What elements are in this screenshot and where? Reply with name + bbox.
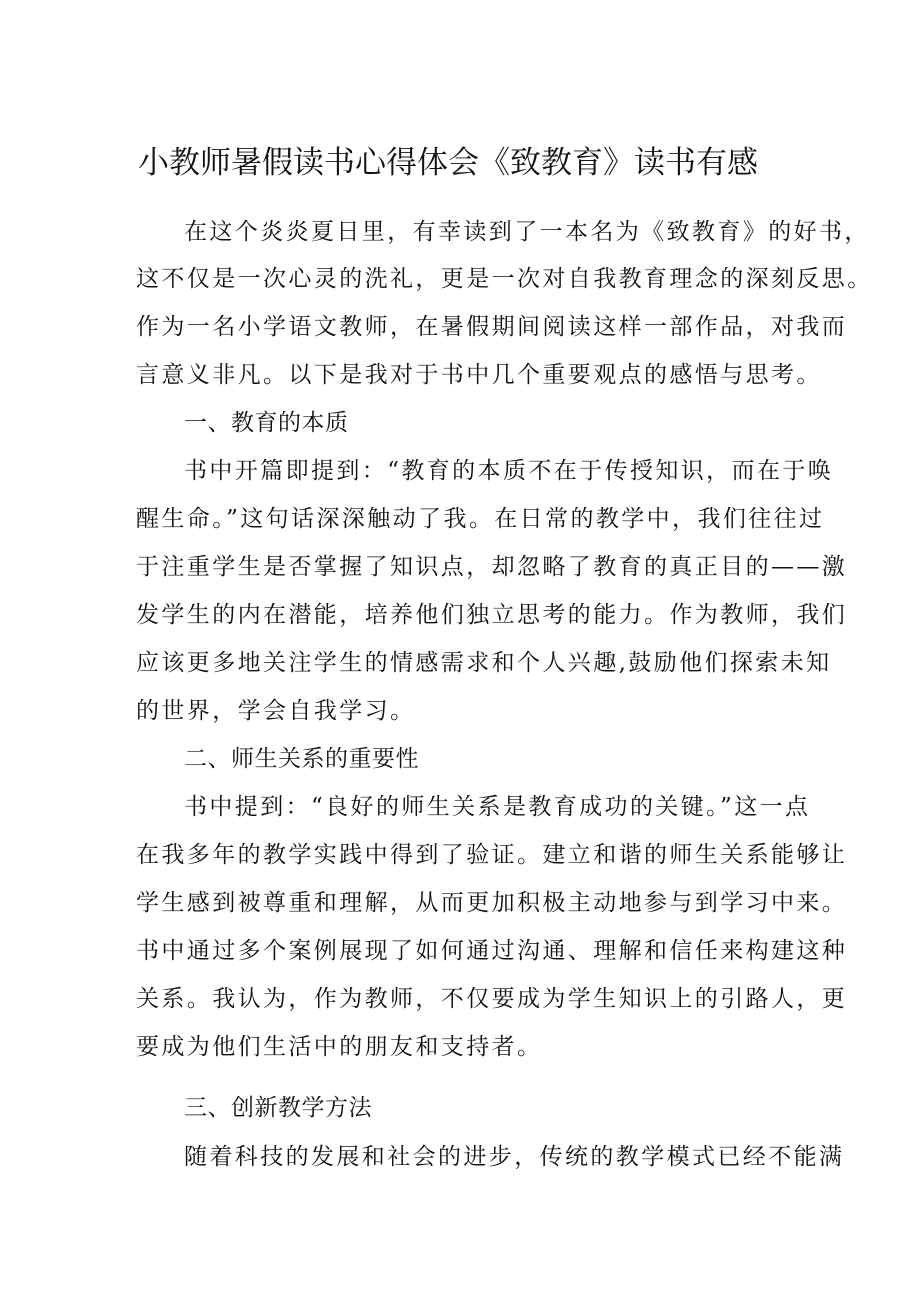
section-2-line: 学生感到被尊重和理解，从而更加积极主动地参与到学习中来。 — [136, 890, 848, 916]
section-2-line: 书中通过多个案例展现了如何通过沟通、理解和信任来构建这种 — [136, 938, 848, 964]
section-3-line: 随着科技的发展和社会的进步，传统的教学模式已经不能满 — [184, 1144, 845, 1170]
section-1-line: 于注重学生是否掌握了知识点，却忽略了教育的真正目的——激 — [136, 554, 848, 580]
intro-line: 言意义非凡。以下是我对于书中几个重要观点的感悟与思考。 — [136, 362, 822, 388]
section-1-line: 醒生命。”这句话深深触动了我。在日常的教学中，我们往往过 — [136, 506, 825, 532]
section-1-line: 发学生的内在潜能，培养他们独立思考的能力。作为教师，我们 — [136, 602, 848, 628]
intro-line: 作为一名小学语文教师，在暑假期间阅读这样一部作品，对我而 — [136, 314, 848, 340]
section-1-line: 的世界，学会自我学习。 — [136, 698, 416, 724]
section-heading-relationship: 二、师生关系的重要性 — [184, 746, 419, 772]
section-heading-innovation: 三、创新教学方法 — [184, 1095, 372, 1121]
intro-line: 在这个炎炎夏日里，有幸读到了一本名为《致教育》的好书， — [184, 219, 870, 245]
section-2-line: 书中提到：“良好的师生关系是教育成功的关键。”这一点 — [184, 794, 811, 820]
section-2-line: 在我多年的教学实践中得到了验证。建立和谐的师生关系能够让 — [136, 842, 848, 868]
document-title: 小教师暑假读书心得体会《致教育》读书有感 — [138, 145, 758, 181]
section-heading-essence: 一、教育的本质 — [184, 410, 349, 436]
intro-line: 这不仅是一次心灵的洗礼，更是一次对自我教育理念的深刻反思。 — [136, 266, 873, 292]
section-2-line: 关系。我认为，作为教师，不仅要成为学生知识上的引路人，更 — [136, 986, 848, 1012]
section-1-line: 书中开篇即提到：“教育的本质不在于传授知识，而在于唤 — [184, 458, 834, 484]
section-2-line: 要成为他们生活中的朋友和支持者。 — [136, 1034, 543, 1060]
section-1-line: 应该更多地关注学生的情感需求和个人兴趣,鼓励他们探索未知 — [136, 650, 832, 676]
